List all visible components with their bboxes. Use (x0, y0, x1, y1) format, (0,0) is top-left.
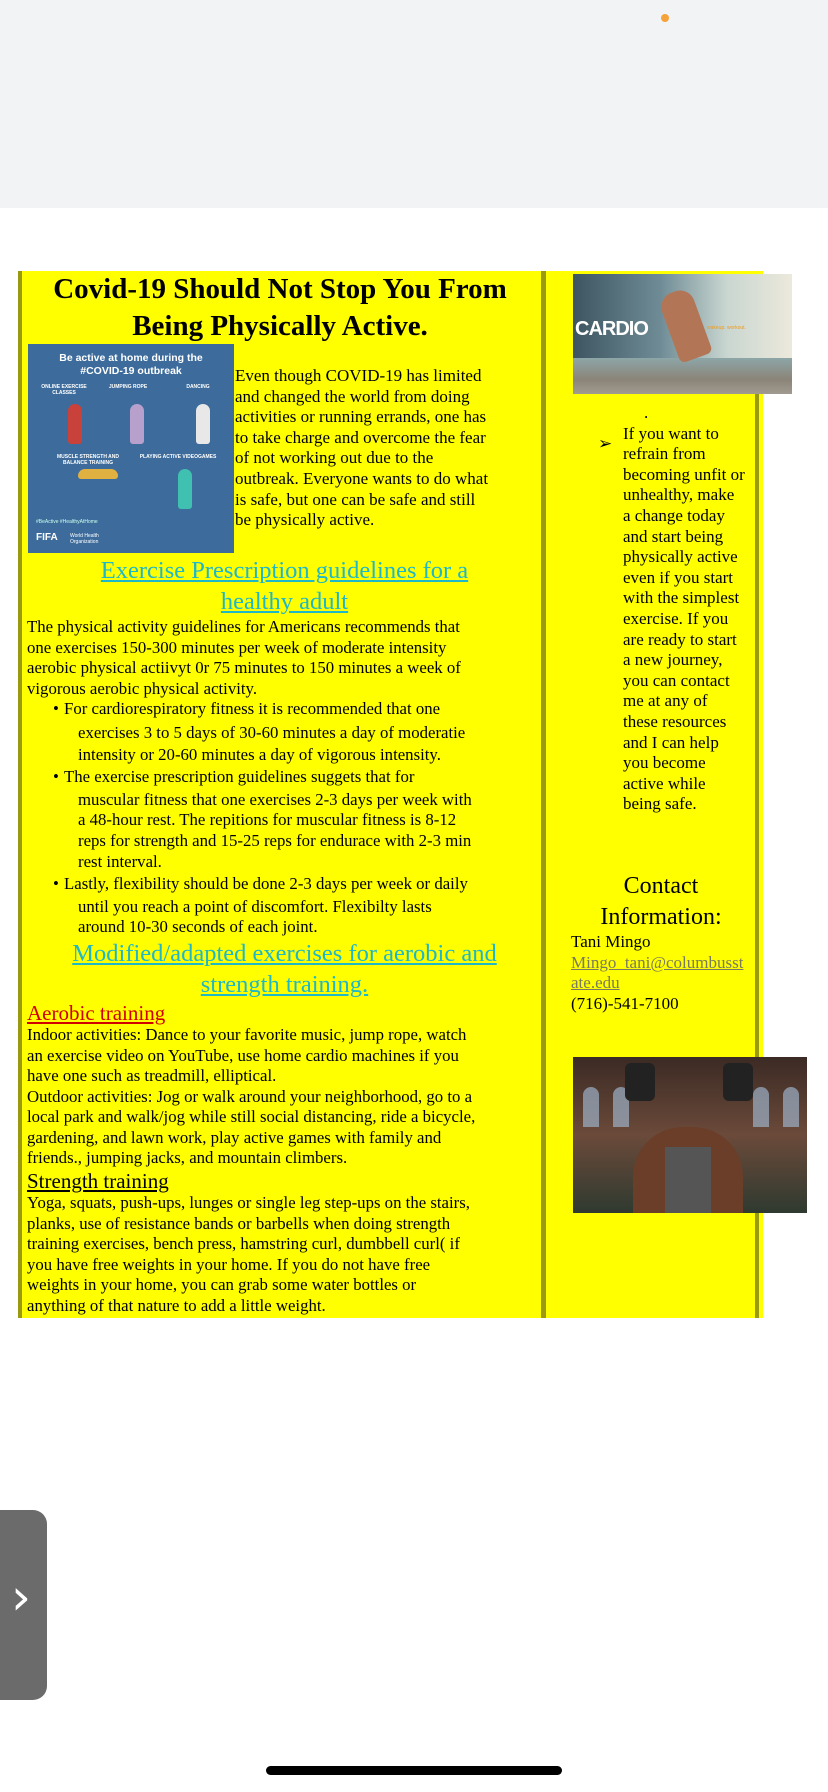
list-item (64, 767, 542, 872)
indoor-activities: Indoor activities: Dance to your favorite music, jump rope, watch an exercise video on YouTube, use home cardio machines if you have one such as treadmill, elliptical. (27, 1024, 467, 1086)
strength-heading[interactable]: Strength training (27, 1169, 169, 1194)
arrow-bullet-icon: ➢ (598, 434, 613, 453)
status-area (0, 0, 828, 208)
sidebar-message (598, 403, 758, 815)
contact-heading: Contact Information: (600, 873, 722, 930)
dumbbell-workout-image (573, 1057, 807, 1213)
jump-rope-figure (130, 404, 144, 444)
chevron-right-icon: › (11, 1568, 31, 1626)
list-item (64, 699, 542, 765)
exercise-figure (68, 404, 82, 444)
bullet-continuation: until you reach a point of discomfort. Flexibilty lasts around 10-30 seconds of each joint. (78, 896, 432, 937)
bullet-continuation: muscular fitness that one exercises 2-3 days per week with a 48-hour rest. The repitions for muscular fitness is 8-12 reps for strength and 15-25 reps for endurace with 2-3 min rest interval. (78, 789, 472, 871)
poster-label: PLAYING ACTIVE VIDEOGAMES (139, 454, 217, 460)
beach-graphic (573, 358, 792, 394)
cardio-tagline: wakeup. workout. (707, 325, 746, 331)
guidelines-heading[interactable]: Exercise Prescription guidelines for a healthy adult (100, 557, 469, 615)
cardio-word: CARDIO (575, 318, 648, 340)
sidebar-text: If you want to refrain from becoming unfit or unhealthy, make a change today and start being physically active even if you start with the simplest exercise. If you are ready to start a new journey, you can contact me at any of these resources and I can help you become active while being safe. (623, 423, 745, 814)
dumbbell-graphic (625, 1063, 655, 1101)
who-poster-image (28, 344, 234, 553)
bullet-first-line: Lastly, flexibility should be done 2-3 days per week or daily (64, 874, 468, 894)
contact-email-link[interactable]: Mingo_tani@columbusst ate.edu (571, 952, 744, 993)
window-graphic (583, 1087, 599, 1127)
dancing-figure (196, 404, 210, 444)
poster-label: JUMPING ROPE (108, 384, 148, 390)
intro-paragraph: Even though COVID-19 has limited and changed the world from doing activities or running errands, one has to take charge and overcome the fear of not working out due to the outbreak. Everyone wants to do what is safe, but one can be safe and still be physically active. (235, 366, 489, 530)
window-graphic (753, 1087, 769, 1127)
poster-hashtags: #BeActive #HealthyAtHome (36, 519, 98, 525)
who-logo: World Health Organization (70, 533, 99, 545)
outdoor-activities: Outdoor activities: Jog or walk around your neighborhood, go to a local park and walk/jog while still social distancing, ride a bicycle, gardening, and lawn work, play active games with family and friends., jumping jacks, and mountain climbers. (27, 1086, 476, 1168)
poster-label: ONLINE EXERCISE CLASSES (41, 384, 87, 396)
bullet-continuation: exercises 3 to 5 days of 30-60 minutes a day of moderatie intensity or 20-60 minutes a day of vigorous intensity. (78, 722, 466, 764)
contact-name: Tani Mingo (571, 932, 651, 951)
modified-heading[interactable]: Modified/adapted exercises for aerobic and strength training. (72, 939, 497, 998)
poster-label: DANCING (186, 384, 210, 390)
guidelines-paragraph: The physical activity guidelines for Americans recommends that one exercises 150-300 minutes per week of moderate intensity aerobic physical actiivyt 0r 75 minutes to 150 minutes a week of vigorous aerobic physical activity. (27, 617, 461, 698)
bullet-first-line: The exercise prescription guidelines suggets that for (64, 767, 415, 787)
dumbbell-graphic (723, 1063, 753, 1101)
fifa-logo: FIFA (36, 532, 58, 543)
recording-indicator-dot (661, 14, 669, 22)
contact-info (571, 932, 761, 1014)
main-content (27, 555, 542, 1317)
strength-paragraph: Yoga, squats, push-ups, lunges or single leg step-ups on the stairs, planks, use of resistance bands or barbells when doing strength training exercises, bench press, hamstring curl, dumbbell curl( if you have free weights in your home. If you do not have free weights in your home, you can grab some water bottles or anything of that nature to add a little weight. (27, 1193, 470, 1316)
window-graphic (783, 1087, 799, 1127)
videogame-figure (178, 469, 192, 509)
stray-dot: . (644, 403, 649, 422)
poster-heading: Be active at home during the #COVID-19 outbreak (59, 352, 203, 377)
balance-figure (78, 469, 118, 479)
cardio-image (573, 274, 792, 394)
contact-phone: (716)-541-7100 (571, 993, 679, 1013)
runner-graphic (657, 286, 713, 363)
home-indicator[interactable] (266, 1766, 562, 1775)
aerobic-heading[interactable]: Aerobic training (27, 1000, 166, 1025)
poster-label: MUSCLE STRENGTH AND BALANCE TRAINING (56, 454, 120, 466)
list-item (64, 874, 542, 938)
flyer-title: Covid-19 Should Not Stop You From Being Physically Active. (53, 273, 507, 342)
side-panel-toggle[interactable] (0, 1510, 47, 1700)
guidelines-list (27, 699, 542, 938)
tank-top-graphic (665, 1147, 711, 1213)
bullet-first-line: For cardiorespiratory fitness it is recommended that one (64, 699, 441, 719)
